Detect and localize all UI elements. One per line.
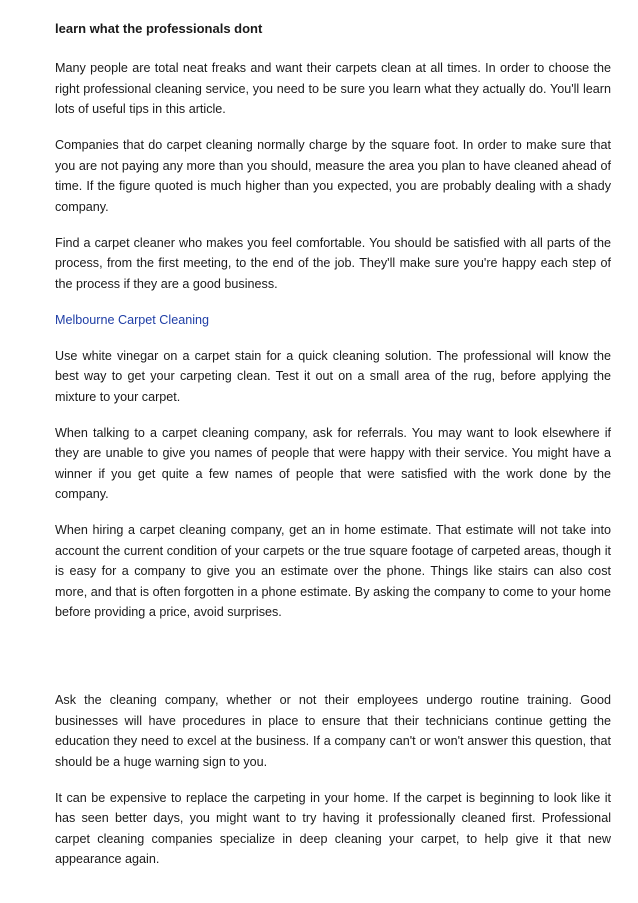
document-title: learn what the professionals dont	[55, 21, 263, 36]
paragraph-comfort: Find a carpet cleaner who makes you feel comfortable. You should be satisfied with all parts of the process, from the first meeting, to the end of the job. They'll make sure you're happy each step of the process if they are a good business.	[55, 235, 611, 291]
paragraph-vinegar: Use white vinegar on a carpet stain for a quick cleaning solution. The professional will know the best way to get your carpeting clean. Test it out on a small area of the rug, before applying the mixture to your carpet.	[55, 348, 611, 404]
paragraph-replacement: It can be expensive to replace the carpeting in your home. If the carpet is beginning to look like it has seen better days, you might want to try having it professionally cleaned first. Professional carpet cleaning companies specialize in deep cleaning your carpet, to help give it that new appearance again.	[55, 790, 611, 866]
paragraph-pricing: Companies that do carpet cleaning normally charge by the square foot. In order to make sure that you are not paying any more than you should, measure the area you plan to have cleaned ahead of time. If the figure quoted is much higher than you expected, you are probably dealing with a shady company.	[55, 138, 611, 214]
paragraph-training: Ask the cleaning company, whether or not their employees undergo routine training. Good businesses will have procedures in place to ensure that their technicians continue getting the education they need to excel at the business. If a company can't or won't answer this question, that should be a huge warning sign to you.	[55, 693, 611, 769]
document-body	[55, 20, 611, 885]
paragraph-referrals: When talking to a carpet cleaning company, ask for referrals. You may want to look elsewhere if they are unable to give you names of people that were happy with their service. You might have a winner if you get quite a few names of people that were satisfied with the work done by the company.	[55, 425, 611, 501]
blank-spacer	[55, 638, 611, 690]
paragraph-estimate: When hiring a carpet cleaning company, get an in home estimate. That estimate will not take into account the current condition of your carpets or the true square footage of carpeted areas, though it is easy for a company to give you an estimate over the phone. Things like stairs can also cost more, and that is often forgotten in a phone estimate. By asking the company to come to your home before providing a price, avoid surprises.	[55, 523, 611, 619]
melbourne-carpet-cleaning-link[interactable]: Melbourne Carpet Cleaning	[55, 312, 210, 327]
paragraph-intro: Many people are total neat freaks and want their carpets clean at all times. In order to choose the right professional cleaning service, you need to be sure you learn what they actually do. You'll learn lots of useful tips in this article.	[55, 61, 611, 116]
